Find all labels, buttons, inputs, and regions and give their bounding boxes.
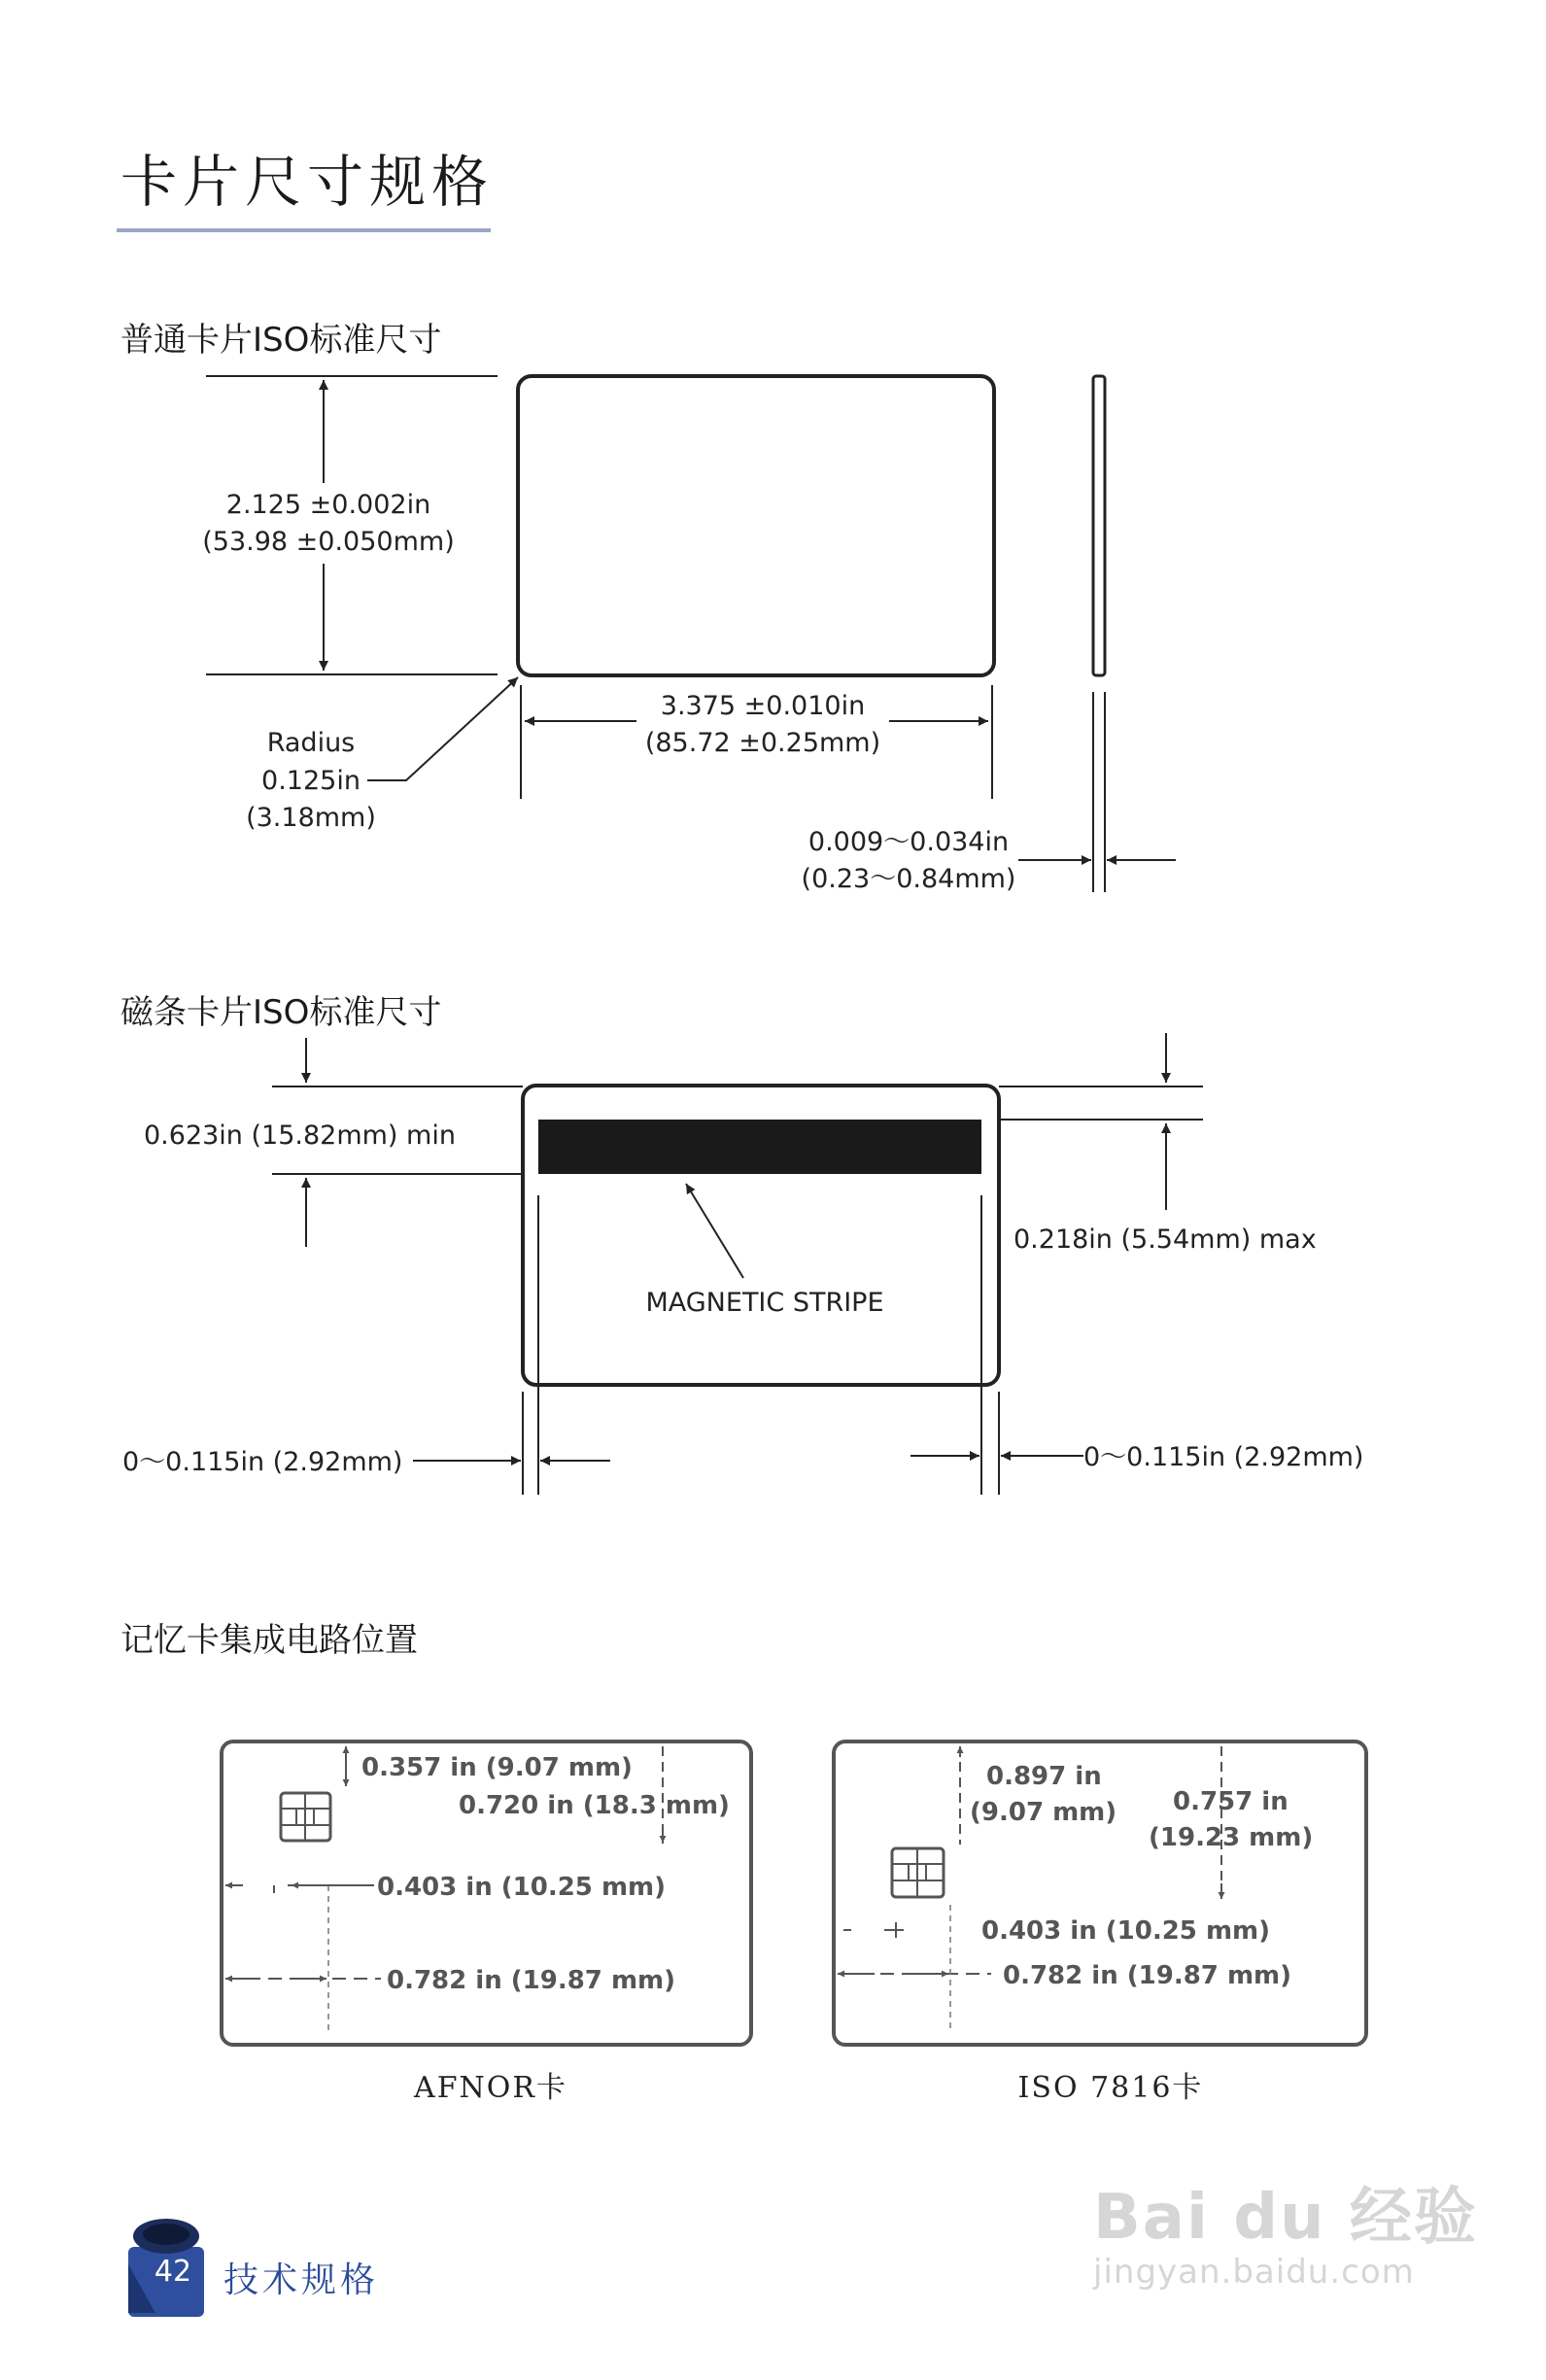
iso7816-card-diagram bbox=[834, 1742, 1366, 2105]
watermark-main: Bai du 经验 bbox=[1093, 2182, 1478, 2254]
magnetic-stripe bbox=[538, 1120, 981, 1174]
iso-d2b-label: (19.23 mm) bbox=[1149, 1823, 1314, 1852]
width-mm-label: (85.72 ±0.25mm) bbox=[644, 728, 881, 758]
footer-section-name: 技术规格 bbox=[223, 2260, 380, 2300]
afnor-caption: AFNOR卡 bbox=[414, 2071, 567, 2105]
right-margin-label: 0～0.115in (2.92mm) bbox=[1083, 1442, 1364, 1472]
page-title: 卡片尺寸规格 bbox=[120, 149, 495, 215]
page-number: 42 bbox=[154, 2255, 192, 2289]
baidu-watermark bbox=[1093, 2167, 1478, 2292]
watermark-url: jingyan.baidu.com bbox=[1093, 2253, 1415, 2292]
section-title-standard-card: 普通卡片ISO标准尺寸 bbox=[120, 321, 442, 360]
iso7816-caption: ISO 7816卡 bbox=[1017, 2071, 1204, 2105]
section-title-chip-position: 记忆卡集成电路位置 bbox=[120, 1621, 418, 1660]
stripe-min-label: 0.623in (15.82mm) min bbox=[144, 1121, 456, 1151]
radius-label: Radius bbox=[266, 728, 356, 758]
magstripe-card-diagram bbox=[122, 1033, 1363, 1495]
afnor-d3-label: 0.403 in (10.25 mm) bbox=[377, 1873, 667, 1902]
width-in-label: 3.375 ±0.010in bbox=[660, 691, 866, 721]
card-side-view bbox=[1093, 376, 1105, 675]
card-outline bbox=[518, 376, 994, 675]
height-mm-label: (53.98 ±0.050mm) bbox=[202, 527, 455, 557]
thickness-mm-label: (0.23～0.84mm) bbox=[801, 864, 1016, 894]
height-in-label: 2.125 ±0.002in bbox=[225, 490, 431, 520]
afnor-d1-label: 0.357 in (9.07 mm) bbox=[361, 1753, 633, 1782]
iso-d2a-label: 0.757 in bbox=[1173, 1787, 1288, 1816]
thickness-in-label: 0.009～0.034in bbox=[807, 827, 1010, 857]
radius-in-label: 0.125in bbox=[261, 766, 361, 796]
iso-d3-label: 0.403 in (10.25 mm) bbox=[981, 1916, 1271, 1946]
section-title-magstripe-card: 磁条卡片ISO标准尺寸 bbox=[120, 993, 442, 1032]
afnor-chip-icon bbox=[281, 1793, 330, 1841]
left-margin-label: 0～0.115in (2.92mm) bbox=[122, 1447, 403, 1477]
stripe-max-label: 0.218in (5.54mm) max bbox=[1013, 1224, 1317, 1255]
magnetic-stripe-label: MAGNETIC STRIPE bbox=[645, 1288, 884, 1318]
afnor-d2-label: 0.720 in (18.3 mm) bbox=[459, 1791, 730, 1820]
iso7816-chip-icon bbox=[892, 1848, 944, 1897]
iso-d1b-label: (9.07 mm) bbox=[970, 1798, 1117, 1827]
radius-mm-label: (3.18mm) bbox=[246, 803, 376, 833]
standard-card-diagram bbox=[202, 376, 1176, 894]
iso-d4-label: 0.782 in (19.87 mm) bbox=[1003, 1961, 1292, 1990]
afnor-d4-label: 0.782 in (19.87 mm) bbox=[387, 1966, 676, 1995]
afnor-card-diagram bbox=[222, 1742, 751, 2105]
iso-d1a-label: 0.897 in bbox=[986, 1762, 1102, 1791]
